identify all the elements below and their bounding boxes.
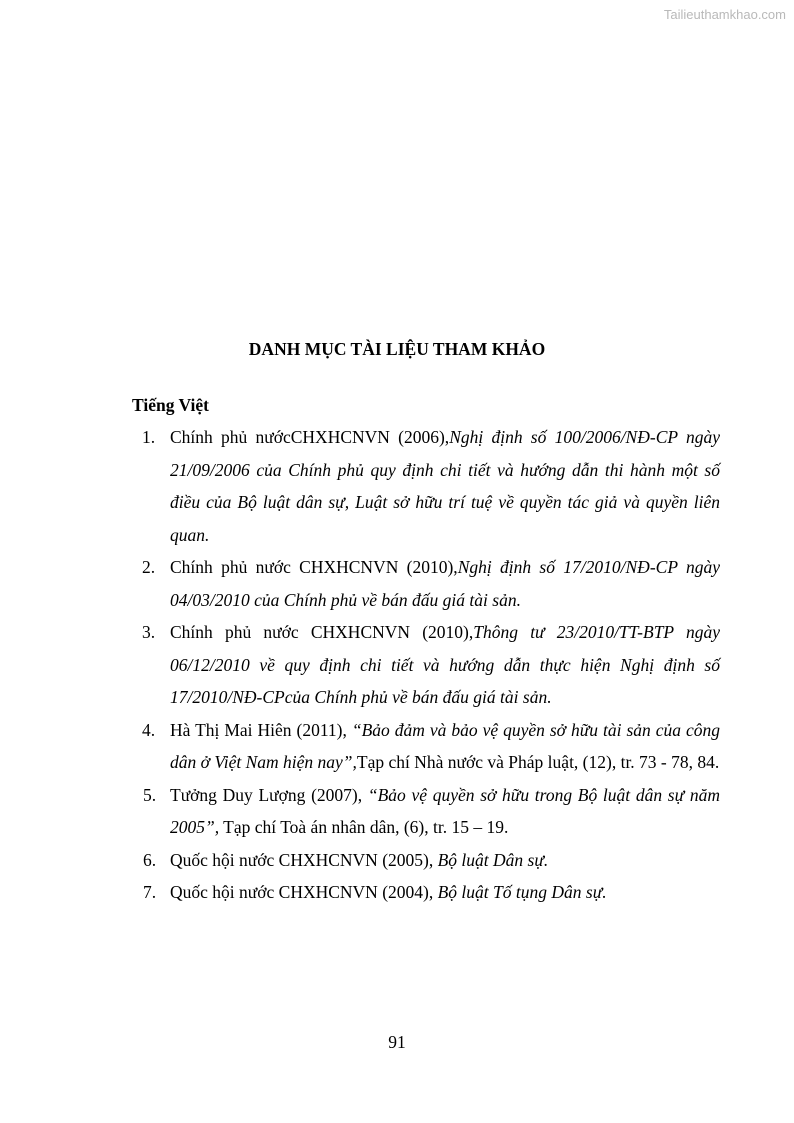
reference-source: Tạp chí Nhà nước và Pháp luật, (12), tr. 73 - 78, 84. bbox=[356, 752, 720, 772]
section-heading: Tiếng Việt bbox=[132, 395, 209, 415]
reference-title: Nghị định số 17/2010/NĐ-CP ngày 04/03/2010 của Chính phủ về bán đấu giá tài sản. bbox=[170, 557, 720, 610]
reference-title: “Bảo đảm và bảo vệ quyền sở hữu tài sản của công dân ở Việt Nam hiện nay”, bbox=[170, 719, 720, 772]
reference-item bbox=[142, 551, 720, 616]
reference-number: 7. bbox=[143, 882, 157, 902]
reference-author: Quốc hội nước CHXHCNVN (2004), bbox=[170, 882, 438, 902]
watermark: Tailieuthamkhao.com bbox=[663, 7, 786, 22]
reference-item bbox=[142, 421, 720, 551]
reference-source: Tạp chí Toà án nhân dân, (6), tr. 15 – 19. bbox=[219, 817, 509, 837]
reference-item bbox=[142, 714, 720, 779]
reference-title: Nghị định số 100/2006/NĐ-CP ngày 21/09/2006 của Chính phủ quy định chi tiết và hướng dẫn thi hành một số điều của Bộ luật dân sự, Luật sở hữu trí tuệ về quyền tác giả và quyền liên quan. bbox=[170, 427, 720, 545]
reference-number: 6. bbox=[143, 849, 157, 870]
reference-author: Hà Thị Mai Hiên (2011), bbox=[170, 719, 352, 740]
reference-author: Tưởng Duy Lượng (2007), bbox=[170, 784, 368, 805]
reference-title: “Bảo vệ quyền sở hữu trong Bộ luật dân sự năm 2005”, bbox=[170, 784, 720, 837]
reference-list bbox=[142, 421, 720, 909]
reference-author: Chính phủ nước CHXHCNVN (2010), bbox=[170, 557, 458, 577]
reference-number: 4. bbox=[142, 719, 156, 740]
reference-title: Bộ luật Dân sự. bbox=[437, 849, 549, 870]
reference-item bbox=[142, 844, 720, 877]
reference-number: 1. bbox=[142, 427, 156, 447]
reference-number: 5. bbox=[143, 784, 157, 805]
reference-number: 2. bbox=[142, 557, 156, 577]
page-title: DANH MỤC TÀI LIỆU THAM KHẢO bbox=[248, 339, 546, 359]
reference-author: Quốc hội nước CHXHCNVN (2005), bbox=[170, 849, 438, 870]
reference-title: Bộ luật Tố tụng Dân sự. bbox=[437, 882, 607, 902]
reference-item bbox=[142, 876, 720, 909]
reference-title: Thông tư 23/2010/TT-BTP ngày 06/12/2010 về quy định chi tiết và hướng dẫn thực hiện Nghị định số 17/2010/NĐ-CPcủa Chính phủ về bán đấu giá tài sản. bbox=[170, 622, 721, 707]
reference-author: Chính phủ nước CHXHCNVN (2010), bbox=[170, 622, 474, 642]
reference-item bbox=[142, 779, 720, 844]
reference-number: 3. bbox=[142, 622, 156, 642]
reference-item bbox=[142, 616, 720, 714]
page-number: 91 bbox=[388, 1032, 406, 1052]
reference-author: Chính phủ nướcCHXHCNVN (2006), bbox=[170, 427, 450, 447]
